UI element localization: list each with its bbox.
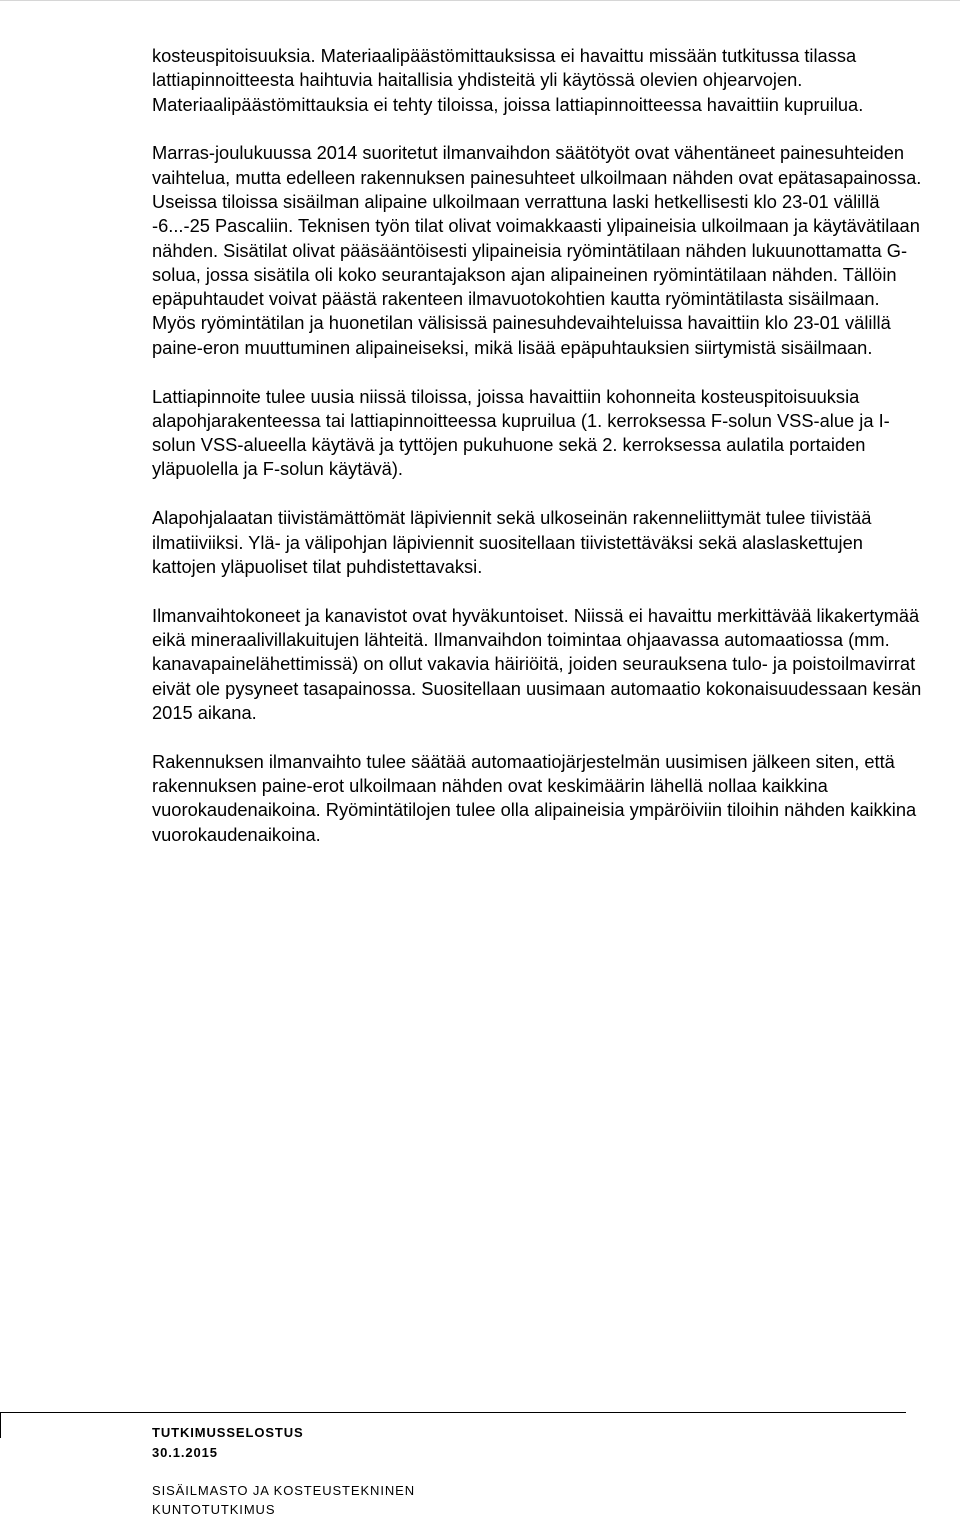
- footer-date: 30.1.2015: [152, 1445, 218, 1460]
- footer-corner-mark: [0, 1412, 1, 1438]
- page-top-edge: [0, 0, 960, 1]
- footer-report-type: TUTKIMUSSELOSTUS: [152, 1425, 304, 1440]
- footer-subject: [152, 1481, 415, 1519]
- paragraph-penetrations: Alapohjalaatan tiivistämättömät läpiviennit sekä ulkoseinän rakenneliittymät tulee tiivistää ilmatiiviiksi. Ylä- ja välipohjan läpiviennit suositellaan tiivistettäväksi sekä alaslaskettujen kattojen yläpuoliset tilat puhdistettavaksi.: [152, 507, 872, 577]
- paragraph-floor-coating: Lattiapinnoite tulee uusia niissä tiloissa, joissa havaittiin kohonneita kosteuspitoisuuksia alapohjarakenteessa tai lattiapinnoitteessa kupruilua (1. kerroksessa F-solun VSS-alue ja I-solun VSS-alueella käytävä ja tyttöjen pukuhuone sekä 2. kerroksessa aulatila portaiden yläpuolella ja F-solun käytävä).: [152, 385, 890, 480]
- footer-divider: [0, 1412, 906, 1413]
- paragraph-ventilation-adjustment: Rakennuksen ilmanvaihto tulee säätää automaatiojärjestelmän uusimisen jälkeen siten, että rakennuksen paine-erot ulkoilmaan nähden ovat keskimäärin lähellä nollaa kaikkina vuorokaudenaikoina. Ryömintätilojen tulee olla alipaineisia ympäröiviin tiloihin nähden kaikkina vuorokaudenaikoina.: [152, 750, 917, 845]
- paragraph-ventilation-units: Ilmanvaihtokoneet ja kanavistot ovat hyväkuntoiset. Niissä ei havaittu merkittävää likakertymää eikä mineraalivillakuitujen lähteitä. Ilmanvaihdon toimintaa ohjaavassa automaatiossa (mm. kanavapainelähettimissä) on ollut vakavia häiriöitä, joiden seurauksena tulo- ja poistoilmavirrat eivät ole pysyneet tasapainossa. Suositellaan uusimaan automaatio kokonaisuudessaan kesän 2015 aikana.: [152, 604, 922, 723]
- paragraph-pressure-relations: Marras-joulukuussa 2014 suoritetut ilmanvaihdon säätötyöt ovat vähentäneet painesuhteiden vaihtelua, mutta edelleen rakennuksen painesuhteet ulkoilmaan nähden ovat epätasapainossa. Useissa tiloissa sisäilman alipaine ulkoilmaan verrattuna laski hetkellisesti klo 23-01 välillä -6...-25 Pascaliin. Teknisen työn tilat olivat voimakkaasti ylipaineisia ulkoilmaan ja käytävätilaan nähden. Sisätilat olivat pääsääntöisesti ylipaineisia ryömintätilaan nähden lukuunottamatta G-solua, jossa sisätila oli koko seurantajakson ajan alipaineinen ryömintätilaan nähden. Tällöin epäpuhtaudet voivat päästä rakenteen ilmavuotokohtien kautta ryömintätilasta sisäilmaan. Myös ryömintätilan ja huonetilan välisissä painesuhdevaihteluissa havaittiin klo 23-01 välillä paine-eron muuttuminen alipaineiseksi, mikä lisää epäpuhtauksien siirtymistä sisäilmaan.: [152, 142, 922, 358]
- footer-subject-line1: SISÄILMASTO JA KOSTEUSTEKNINEN: [152, 1483, 415, 1498]
- document-body: [152, 44, 922, 871]
- page-footer: [152, 1424, 415, 1519]
- footer-subject-line2: KUNTOTUTKIMUS: [152, 1502, 276, 1517]
- paragraph-material-emissions: kosteuspitoisuuksia. Materiaalipäästömittauksissa ei havaittu missään tutkitussa tilassa lattiapinnoitteesta haihtuvia haitallisia yhdisteitä yli käytössä olevien ohjearvojen. Materiaalipäästömittauksia ei tehty tiloissa, joissa lattiapinnoitteessa havaittiin kupruilua.: [152, 45, 864, 115]
